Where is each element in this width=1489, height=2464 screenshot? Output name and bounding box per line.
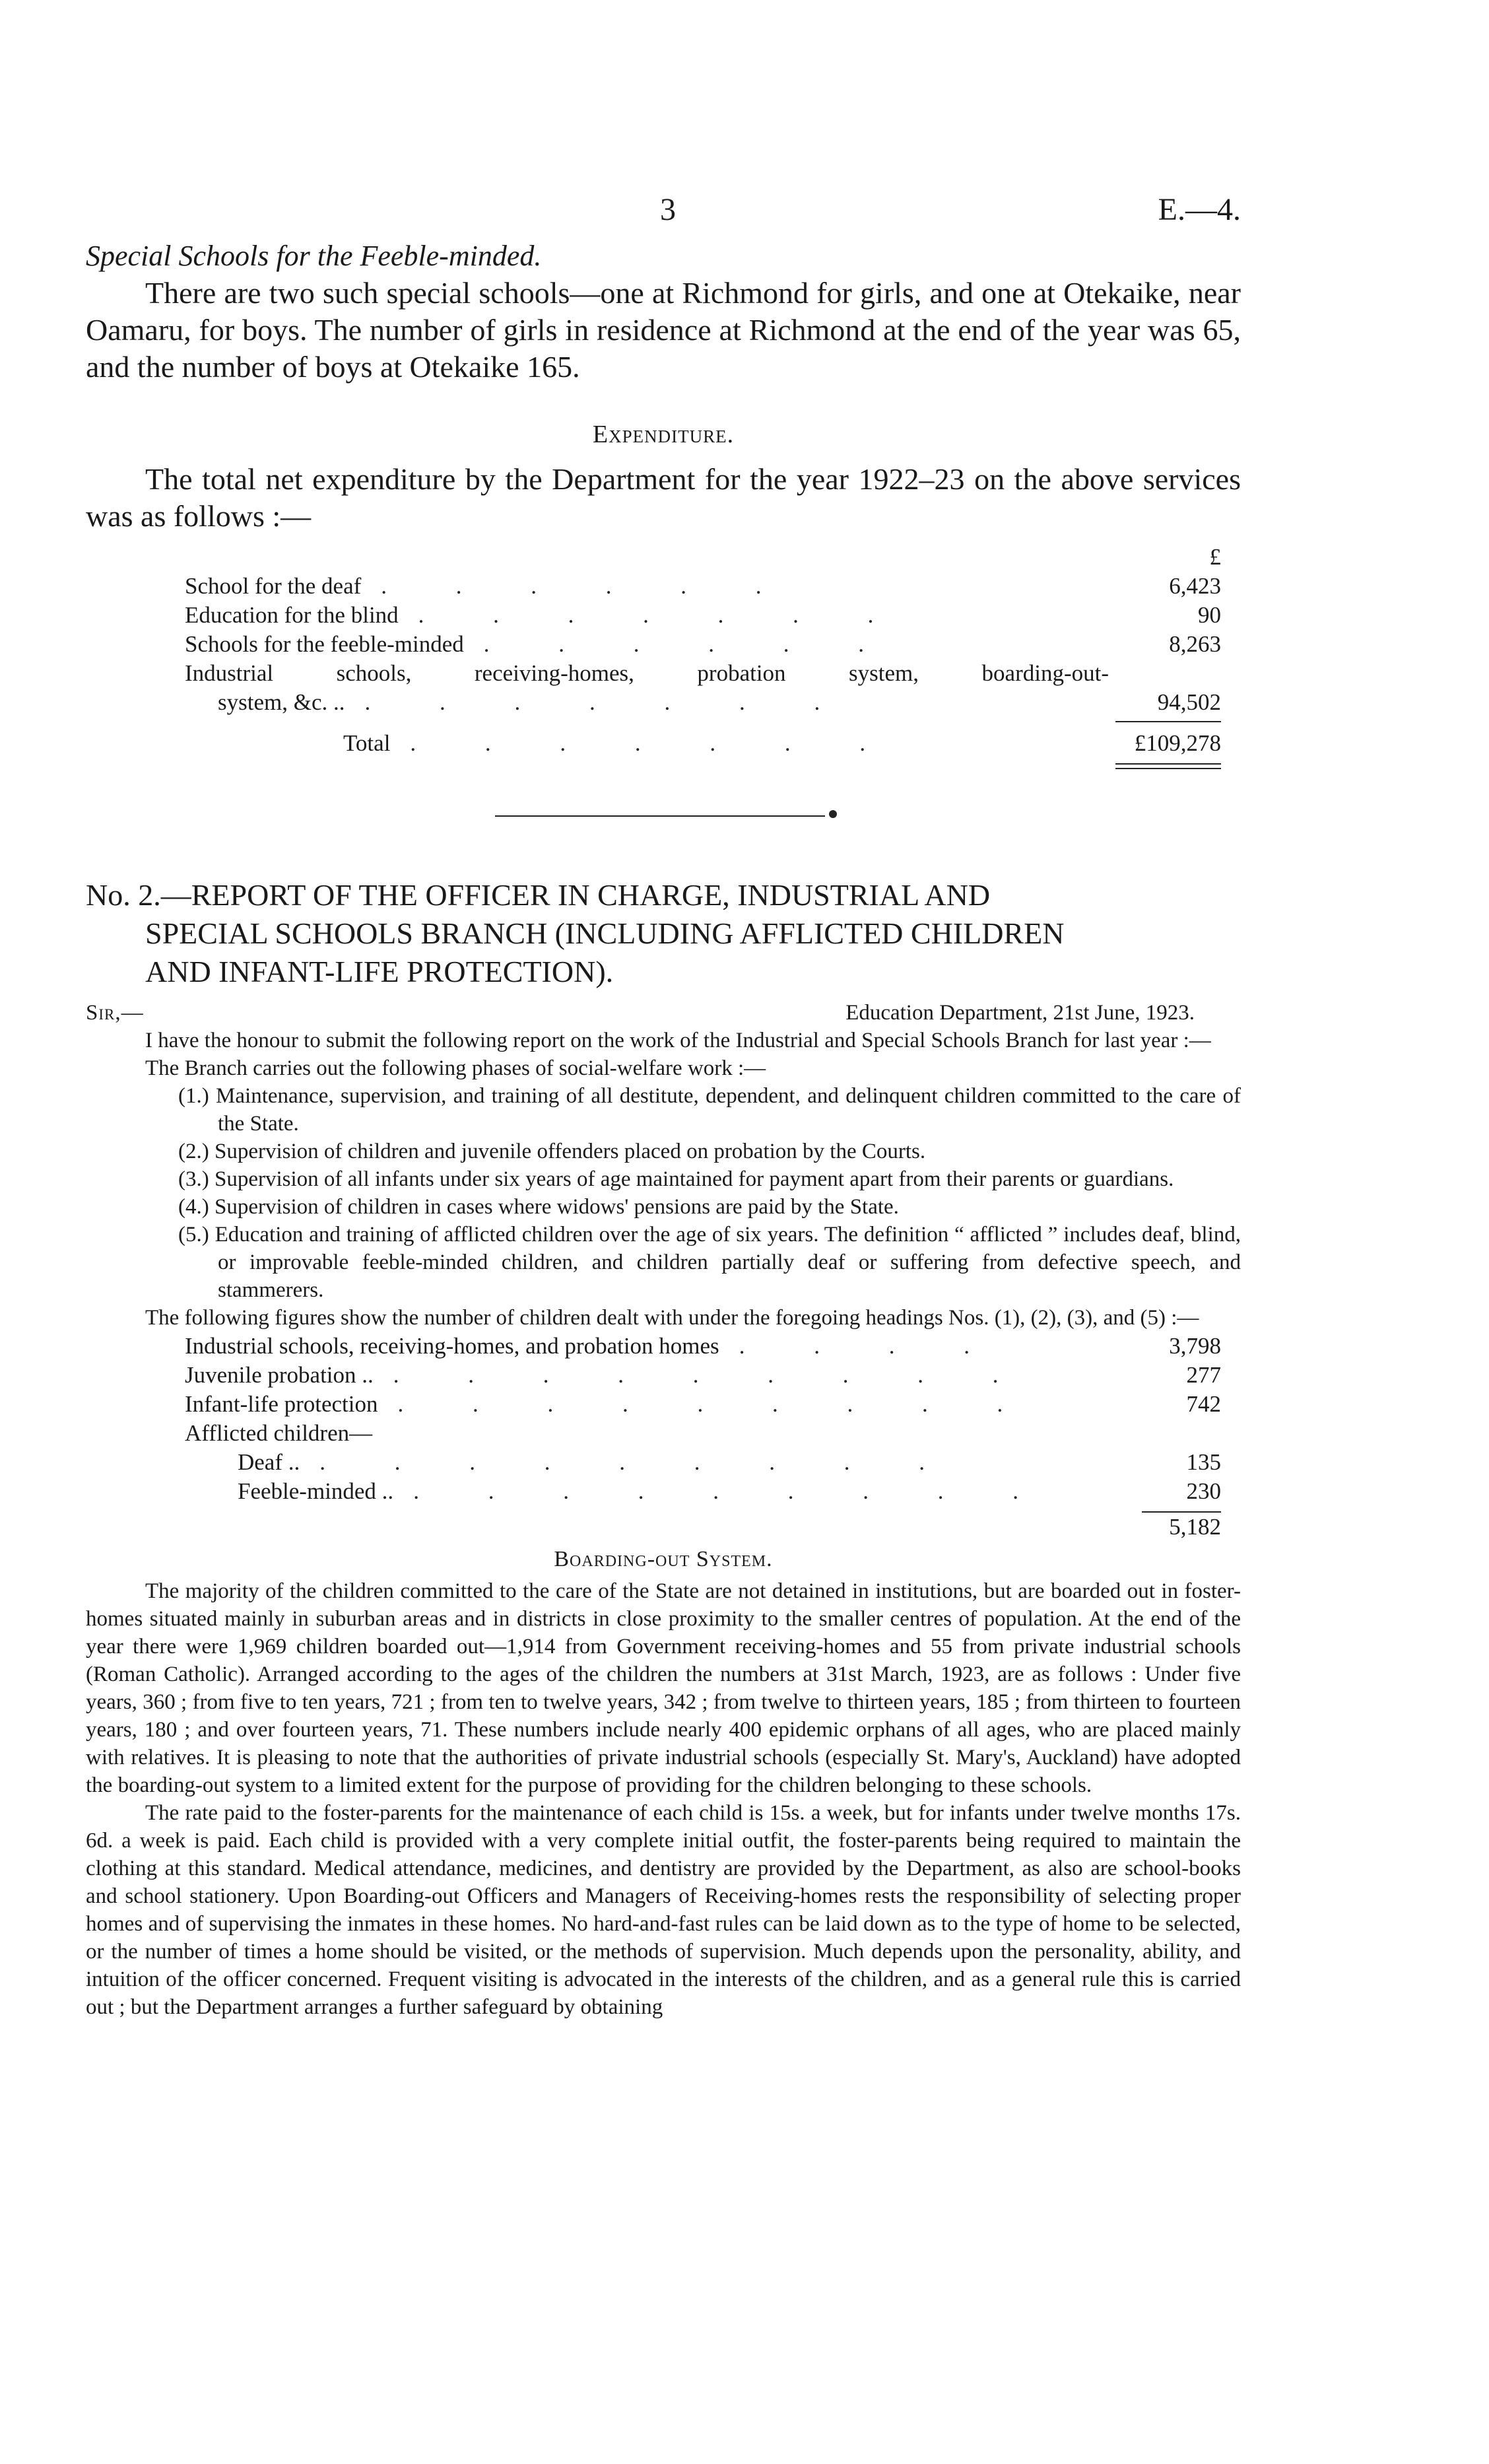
report-para-3: The following figures show the number of children dealt with under the foregoing headings Nos. (1), (2), (3), and (5) :—	[145, 1306, 1199, 1330]
expenditure-row: Education for the blind . . . . . . . 90	[185, 602, 1221, 628]
report-para-1: I have the honour to submit the following report on the work of the Industrial and Special Schools Branch for last year :—	[145, 1029, 1211, 1052]
figures-row: Feeble-minded .. . . . . . . . . . 230	[238, 1478, 1221, 1504]
list-item: (1.) Maintenance, supervision, and training of all destitute, dependent, and delinquent children committed to the care of the State.	[178, 1084, 1241, 1136]
list-item: (4.) Supervision of children in cases where widows' pensions are paid by the State.	[178, 1195, 899, 1219]
phases-list	[178, 1082, 1241, 1304]
figures-total: 5,182	[1169, 1514, 1221, 1540]
afflicted-label: Afflicted children—	[185, 1420, 373, 1446]
expenditure-intro: The total net expenditure by the Department for the year 1922–23 on the above services was as follows :—	[86, 462, 1241, 533]
report-para-2: The Branch carries out the following phases of social-welfare work :—	[145, 1056, 766, 1080]
figures-total-row	[185, 1513, 1221, 1542]
figures-table	[185, 1332, 1221, 1542]
dateline: Education Department, 21st June, 1923.	[845, 1001, 1195, 1025]
section-divider	[495, 815, 825, 817]
figures-row: Deaf .. . . . . . . . . . 135	[238, 1449, 1221, 1475]
expenditure-row: Schools for the feeble-minded . . . . . . 8,263	[185, 631, 1221, 657]
total-double-rule	[1115, 763, 1221, 769]
expenditure-table	[185, 543, 1221, 769]
feeble-minded-title: Special Schools for the Feeble-minded.	[86, 240, 542, 272]
list-item: (2.) Supervision of children and juvenile offenders placed on probation by the Courts.	[178, 1140, 926, 1163]
document-code: E.—4.	[1158, 192, 1241, 227]
page-number: 3	[660, 192, 676, 227]
feeble-minded-text: There are two such special schools—one at Richmond for girls, and one at Otekaike, near Oamaru, for boys. The number of girls in residence at Richmond at the end of the year was 65, and the number of boys at Otekaike 165.	[86, 276, 1241, 384]
boarding-out-heading: Boarding-out System.	[554, 1547, 773, 1571]
currency-symbol: £	[1209, 544, 1221, 570]
list-item: (5.) Education and training of afflicted children over the age of six years. The definition “ afflicted ” includes deaf, blind, or improvable feeble-minded children, and children partially deaf or suffering from defective speech, and stammerers.	[178, 1223, 1241, 1302]
figures-row: Infant-life protection . . . . . . . . . 742	[185, 1391, 1221, 1417]
salutation-line	[86, 999, 1241, 1027]
figures-row: Industrial schools, receiving-homes, and probation homes . . . . 3,798	[185, 1333, 1221, 1359]
expenditure-row: School for the deaf . . . . . . 6,423	[185, 573, 1221, 599]
boarding-para-1: The majority of the children committed to the care of the State are not detained in institutions, but are boarded out in foster-homes situated mainly in suburban areas and in districts in close proximity to the smaller centres of population. At the end of the year there were 1,969 children boarded out—1,914 from Government receiving-homes and 55 from private industrial schools (Roman Catholic). Arranged according to the ages of the children the numbers at 31st March, 1923, are as follows : Under five years, 360 ; from five to ten years, 721 ; from ten to twelve years, 342 ; from twelve to thirteen years, 185 ; from thirteen to fourteen years, 180 ; and over fourteen years, 71. These numbers include nearly 400 epidemic orphans of all ages, who are placed mainly with relatives. It is pleasing to note that the authorities of private industrial schools (especially St. Mary's, Auckland) have adopted the boarding-out system to a limited extent for the purpose of providing for the children belonging to these schools.	[86, 1579, 1241, 1797]
expenditure-heading: Expenditure.	[592, 421, 735, 448]
report-body	[86, 999, 1241, 1332]
subtotal-rule	[1115, 721, 1221, 722]
page-header	[86, 185, 1241, 238]
figures-row: Juvenile probation .. . . . . . . . . . 277	[185, 1362, 1221, 1388]
salutation: Sir,—	[86, 1001, 144, 1025]
industrial-row: system, &c. .. . . . . . . . 94,502	[218, 689, 1221, 715]
total-row: Total . . . . . . . £109,278	[343, 730, 1221, 756]
document-page	[86, 185, 1241, 2021]
industrial-row-label: Industrial schools, receiving-homes, probation system, boarding-out-	[185, 660, 1109, 686]
divider-dot	[829, 810, 837, 818]
list-item: (3.) Supervision of all infants under six years of age maintained for payment apart from their parents or guardians.	[178, 1167, 1174, 1191]
report-heading: No. 2.—REPORT OF THE OFFICER IN CHARGE, INDUSTRIAL AND SPECIAL SCHOOLS BRANCH (INCLUDING AFFLICTED CHILDREN AND INFANT-LIFE PROTECTION).	[86, 878, 1065, 988]
boarding-para-2: The rate paid to the foster-parents for the maintenance of each child is 15s. a week, but for infants under twelve months 17s. 6d. a week is paid. Each child is provided with a very complete initial outfit, the foster-parents being required to maintain the clothing at this standard. Medical attendance, medicines, and dentistry are provided by the Department, as also are school-books and school stationery. Upon Boarding-out Officers and Managers of Receiving-homes rests the responsibility of selecting proper homes and of supervising the inmates in these homes. No hard-and-fast rules can be laid down as to the type of home to be selected, or the number of times a home should be visited, or the methods of supervision. Much depends upon the personality, ability, and intuition of the officer concerned. Frequent visiting is advocated in the interests of the children, and as a general rule this is carried out ; but the Department arranges a further safeguard by obtaining	[86, 1801, 1241, 2019]
